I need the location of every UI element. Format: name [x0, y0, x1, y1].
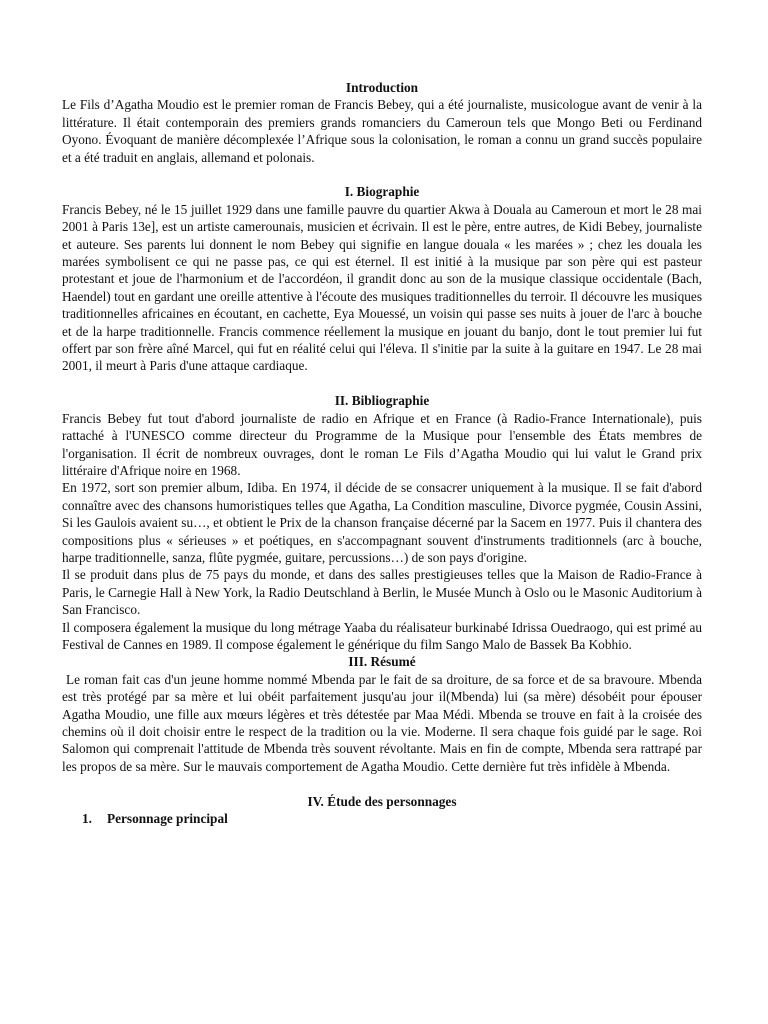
spacer	[62, 775, 702, 792]
biographie-heading: I. Biographie	[344, 184, 420, 200]
personnages-list-item	[82, 810, 702, 827]
bibliographie-paragraph: Il se produit dans plus de 75 pays du monde, et dans des salles prestigieuses telles que la Maison de Radio-France à Paris, le Carnegie Hall à New York, la Radio Deutschland à Berlin, le Musée Munch à Oslo ou le Masonic Auditorium à San Francisco.	[62, 567, 702, 618]
biographie-paragraph: Francis Bebey, né le 15 juillet 1929 dans une famille pauvre du quartier Akwa à Douala au Cameroun et mort le 28 mai 2001 à Paris 13e], est un artiste camerounais, musicien et écrivain. Il est le père, entre autres, de Kidi Bebey, journaliste et auteure. Ses parents lui donnent le nom Bebey qui signifie en langue douala « les marées » ; chez les douala les marées symbolisent ce qui ne passe pas, ce qui est éternel. Il est initié à la musique par son père qui est pasteur protestant et joue de l'harmonium et de l'accordéon, il grandit donc au son de la musique classique occidentale (Bach, Haendel) tout en gardant une oreille attentive à l'écoute des musiques traditionnelles du terroir. Il découvre les musiques traditionnelles africaines en écoutant, en cachette, Eya Mouessé, un voisin qui passe ses nuits à jouer de l'arc à bouche et de la harpe traditionnelle. Francis commence réellement la musique en jouant du banjo, dont le tout premier lui fut offert par son frère aîné Marcel, qui fut en réalité celui qui l'éleva. Il s'initie par la suite à la guitare en 1947. Le 28 mai 2001, il meurt à Paris d'une attaque cardiaque.	[62, 201, 702, 374]
bibliographie-heading: II. Bibliographie	[334, 393, 430, 409]
bibliographie-paragraph: Il composera également la musique du long métrage Yaaba du réalisateur burkinabé Idrissa Ouedraogo, qui est primé au Festival de Cannes en 1989. Il compose également le générique du film Sango Malo de Bassek Ba Kobhio.	[62, 619, 702, 652]
bibliographie-paragraph: En 1972, sort son premier album, Idiba. En 1974, il décide de se consacrer uniquement à la musique. Il se fait d'abord connaître avec des chansons humoristiques telles que Agatha, La Condition masculine, Divorce pygmée, Cousin Assini, Si les Gaulois avaient su…, et obtient le Prix de la chanson française décerné par la Sacem en 1977. Puis il chantera des compositions plus « sérieuses » et poétiques, en s'accompagnant souvent d'instruments traditionnels (arc à bouche, harpe traditionnelle, sanza, flûte pygmée, guitare, percussions…) de son pays d'origine.	[62, 480, 702, 565]
resume-heading: III. Résumé	[348, 654, 416, 670]
document-page	[62, 79, 706, 827]
intro-paragraph: Le Fils d’Agatha Moudio est le premier roman de Francis Bebey, qui a été journaliste, musicologue avant de venir à la littérature. Il était contemporain des premiers grands romanciers du Cameroun tels que Mongo Beti ou Ferdinand Oyono. Évoquant de manière décomplexée l’Afrique sous la colonisation, le roman a connu un grand succès populaire et a été traduit en anglais, allemand et polonais.	[62, 97, 702, 165]
spacer	[62, 375, 702, 392]
personnages-heading: IV. Étude des personnages	[307, 793, 457, 809]
list-item-number: 1.	[82, 811, 92, 827]
spacer	[62, 166, 702, 183]
list-item-label: Personnage principal	[107, 811, 228, 827]
resume-paragraph: Le roman fait cas d'un jeune homme nommé Mbenda par le fait de sa droiture, de sa force et de sa bravoure. Mbenda est très protégé par sa mère et lui obéit parfaitement jusqu'au jour il(Mbenda) lui (sa mère) désobéit pour épouser Agatha Moudio, une fille aux mœurs légères et très détestée par Maa Médi. Mbenda se trouve en fait à la croisée des chemins où il doit choisir entre le respect de la tradition ou la vie. Moderne. Il sera chaque fois guidé par le sage. Roi Salomon qui comprenait l'attitude de Mbenda très souvent révoltante. Mais en fin de compte, Mbenda sera rattrapé par les propos de sa mère. Sur le mauvais comportement de Agatha Moudio. Cette dernière fut très infidèle à Mbenda.	[62, 671, 706, 774]
bibliographie-paragraph: Francis Bebey fut tout d'abord journaliste de radio en Afrique et en France (à Radio-France Internationale), puis rattaché à l'UNESCO comme directeur du Programme de la Musique pour l'ensemble des États membres de l'organisation. Il écrit de nombreux ouvrages, dont le roman Le Fils d’Agatha Moudio qui lui valut le Grand prix littéraire d'Afrique noire en 1968.	[62, 410, 702, 478]
intro-heading: Introduction	[345, 80, 419, 95]
